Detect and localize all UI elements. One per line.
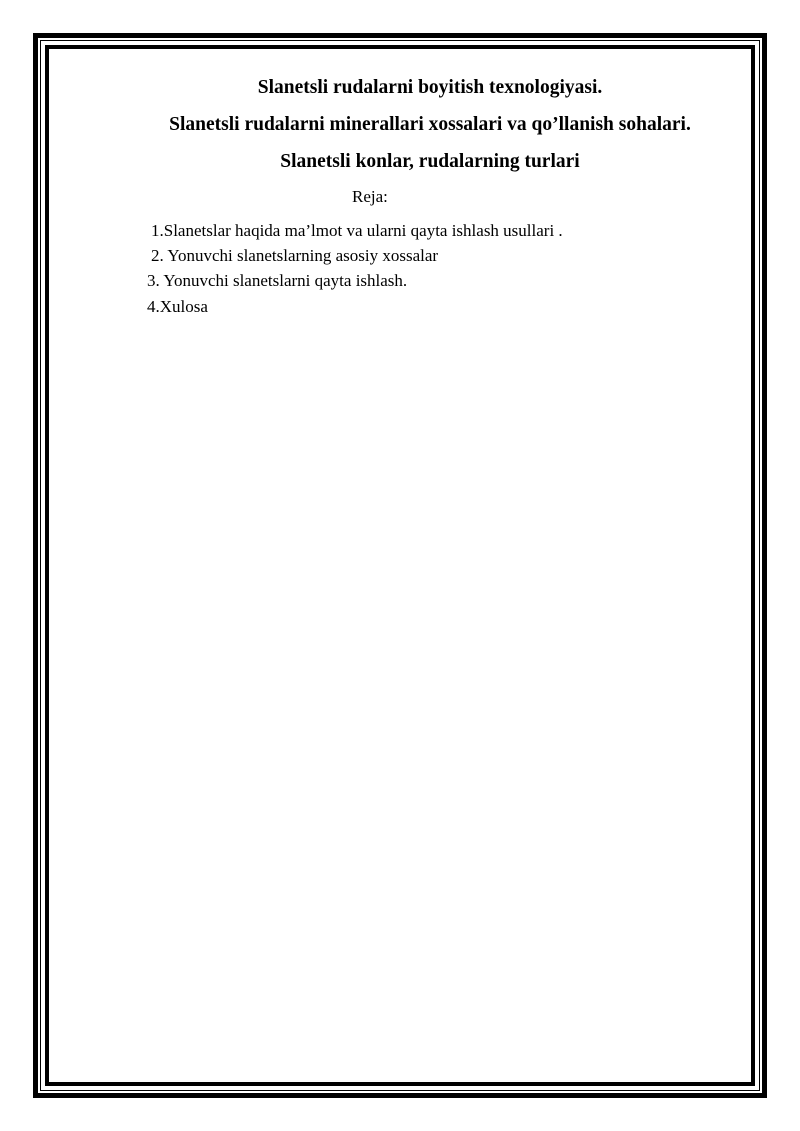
plan-label: Reja: [352,187,388,206]
plan-item: 3. Yonuvchi slanetslarni qayta ishlash. [147,271,408,290]
document-title: Slanetsli rudalarni boyitish texnologiyasi. [257,77,603,98]
plan-item: 4.Xulosa [147,297,208,316]
plan-item: 2. Yonuvchi slanetslarning asosiy xossalar [151,246,439,265]
document-subtitle: Slanetsli rudalarni minerallari xossalari va qo’llanish sohalari. [169,114,691,135]
plan-item: 1.Slanetslar haqida ma’lmot va ularni qayta ishlash usullari . [151,221,563,240]
page-border-inner [45,45,755,1086]
document-subtitle-secondary: Slanetsli konlar, rudalarning turlari [280,151,580,172]
